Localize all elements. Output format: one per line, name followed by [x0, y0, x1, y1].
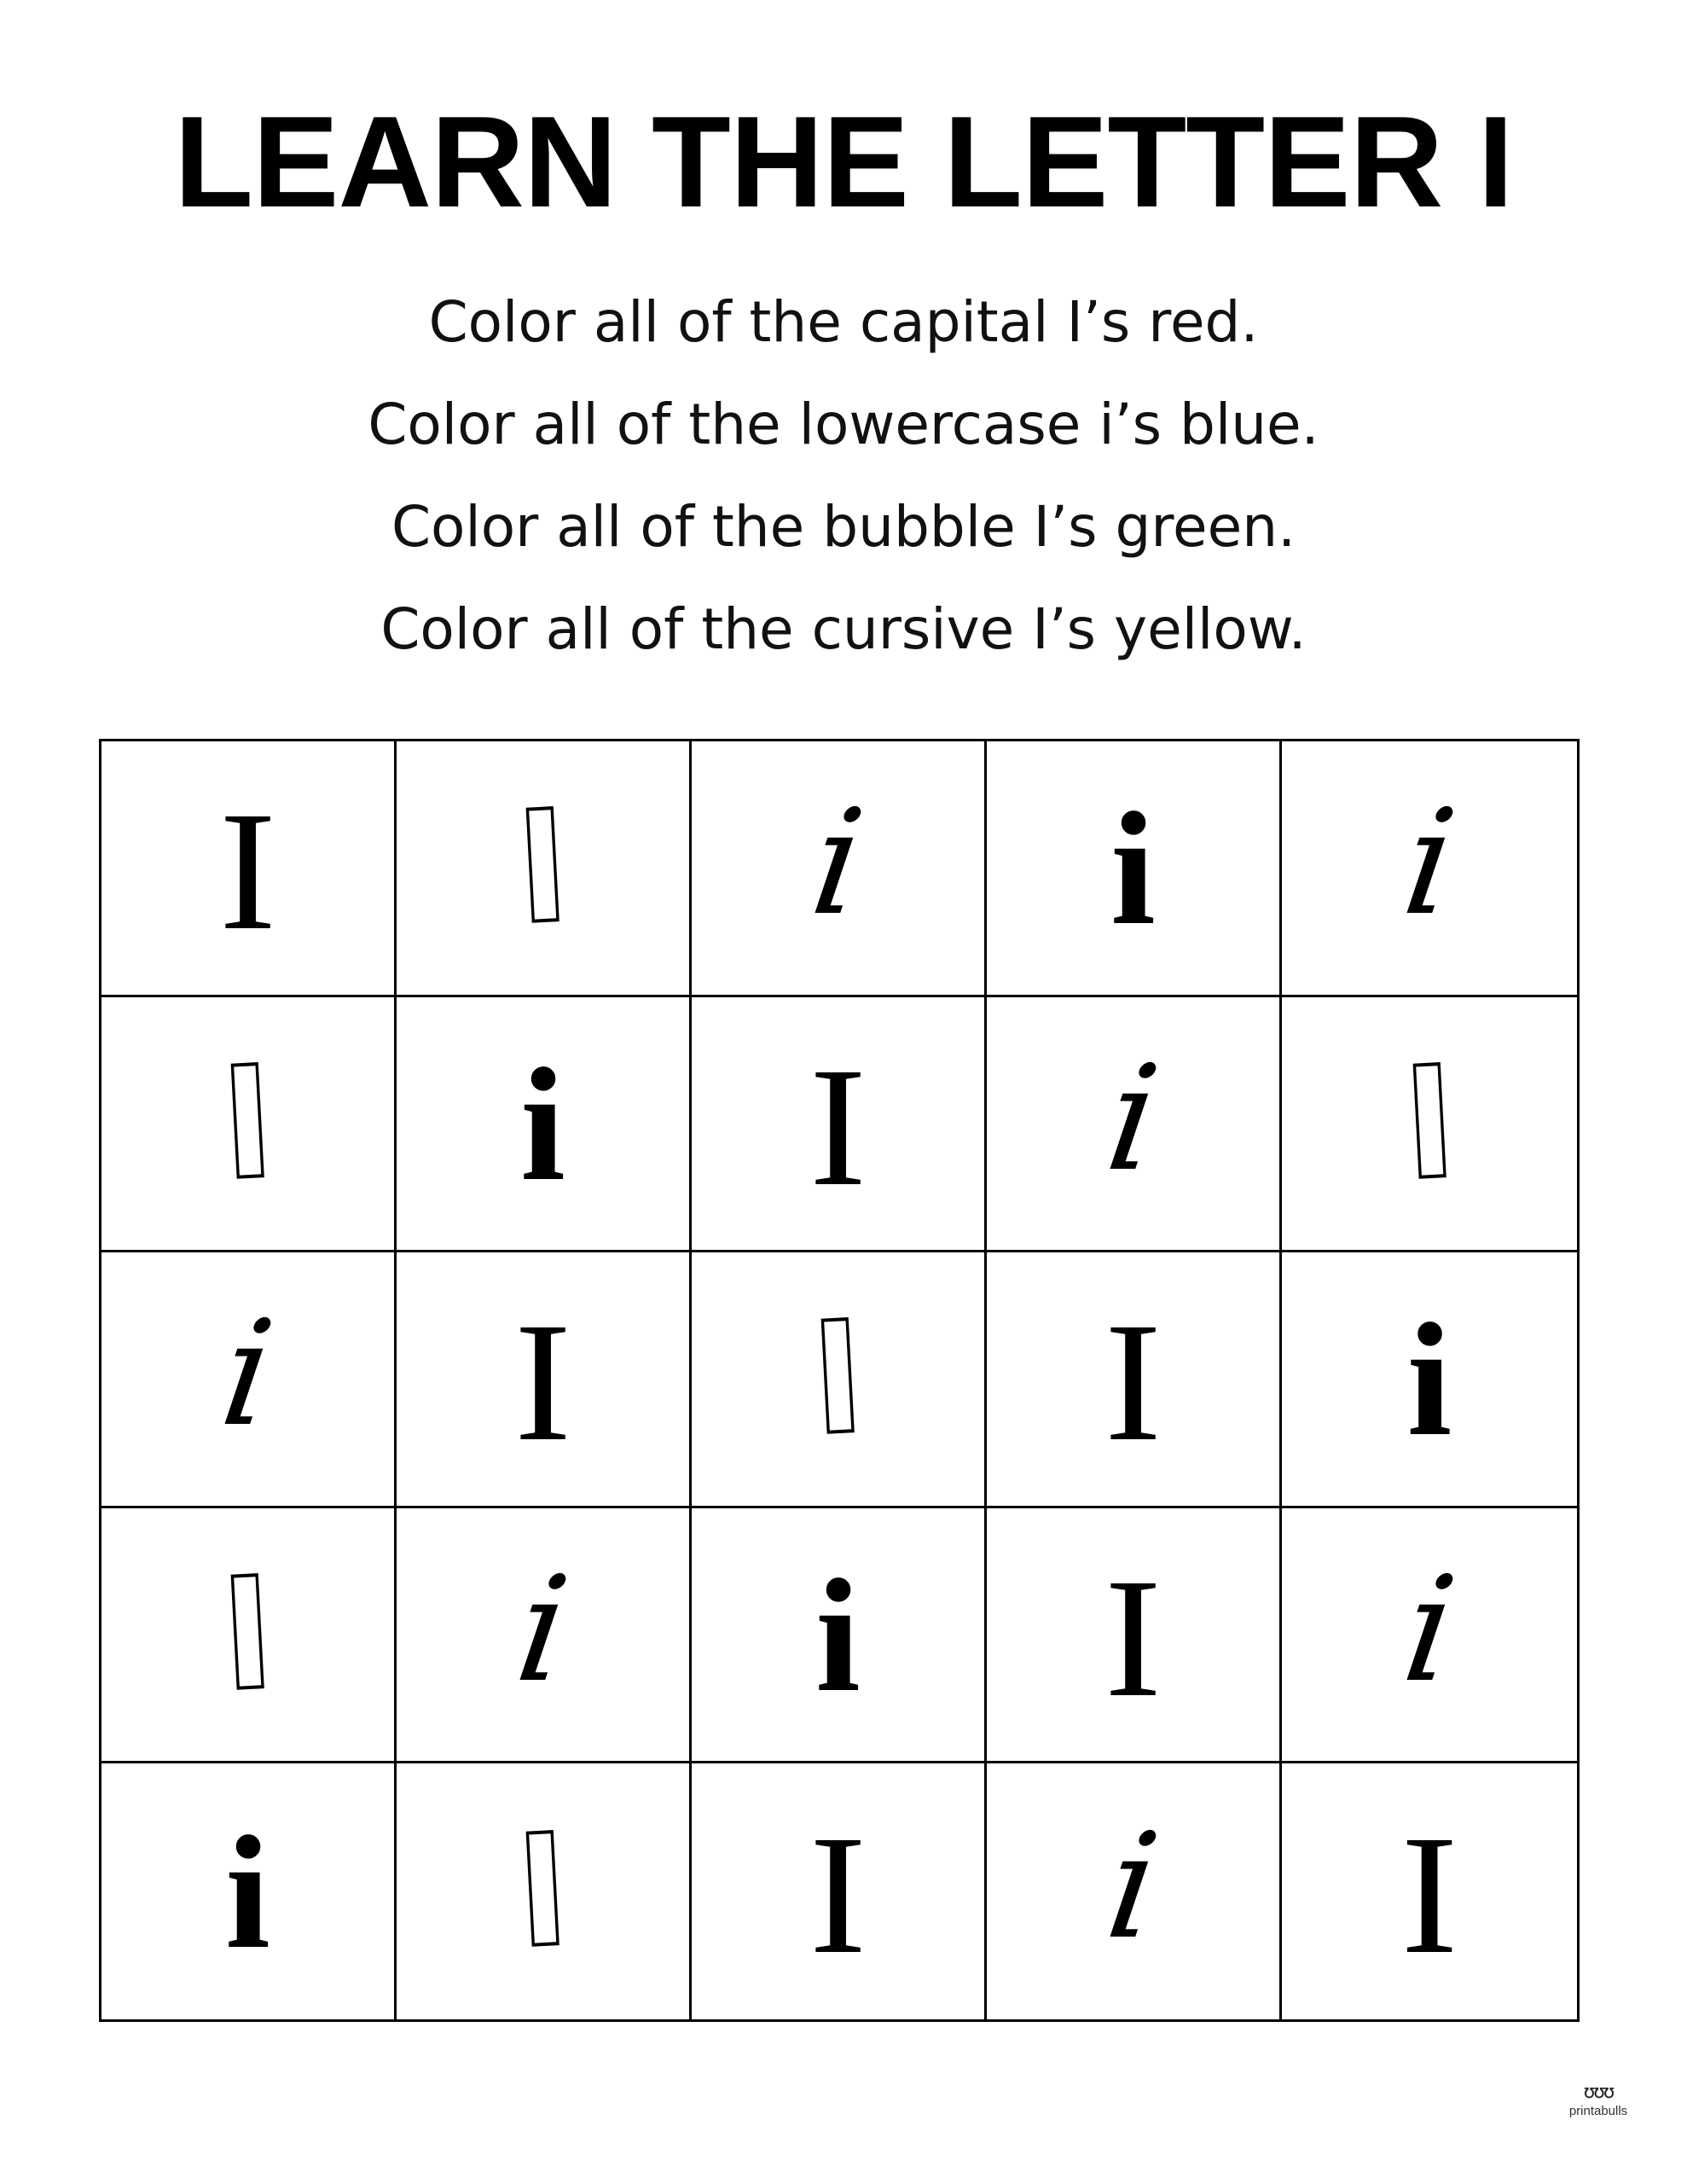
letter-cursive: i	[1394, 779, 1465, 949]
letter-lowercase: i	[1406, 1291, 1452, 1471]
grid-cell[interactable]	[397, 997, 692, 1253]
letter-cursive: i	[1098, 1803, 1168, 1972]
letter-capital: I	[809, 1801, 867, 1990]
letter-cursive: i	[1394, 1546, 1465, 1716]
printabulls-logo	[1556, 2082, 1641, 2133]
page-title: LEARN THE LETTER I	[174, 90, 1513, 235]
grid-cell[interactable]	[987, 1508, 1282, 1764]
letter-capital: I	[219, 777, 276, 967]
letter-bubble: I	[218, 1544, 277, 1726]
letter-cursive: i	[1098, 1034, 1168, 1204]
letter-grid	[99, 739, 1580, 2022]
grid-cell[interactable]	[1282, 1763, 1577, 2019]
grid-cell[interactable]	[1282, 741, 1577, 997]
letter-cursive: i	[803, 779, 873, 949]
grid-cell[interactable]	[101, 1763, 397, 2019]
grid-cell[interactable]	[987, 1763, 1282, 2019]
grid-cell[interactable]	[987, 741, 1282, 997]
instruction-cursive: Color all of the cursive I’s yellow.	[380, 596, 1307, 662]
bull-heads-icon: ʊʊʊ	[1583, 2082, 1614, 2103]
grid-cell[interactable]	[397, 741, 692, 997]
letter-bubble: I	[513, 777, 572, 959]
letter-bubble: I	[809, 1289, 867, 1470]
letter-cursive: i	[507, 1546, 578, 1716]
letter-bubble: I	[218, 1033, 277, 1215]
letter-capital: I	[1104, 1544, 1162, 1734]
letter-bubble: I	[513, 1801, 572, 1983]
grid-cell[interactable]	[397, 1252, 692, 1508]
grid-cell[interactable]	[101, 997, 397, 1253]
logo-text: printabulls	[1568, 2104, 1628, 2118]
grid-cell[interactable]	[397, 1508, 692, 1764]
grid-cell[interactable]	[101, 741, 397, 997]
grid-cell[interactable]	[1282, 997, 1577, 1253]
grid-cell[interactable]	[692, 1508, 987, 1764]
instruction-lowercase: Color all of the lowercase i’s blue.	[368, 392, 1319, 457]
letter-capital: I	[1104, 1288, 1162, 1478]
grid-cell[interactable]	[1282, 1252, 1577, 1508]
grid-cell[interactable]	[101, 1252, 397, 1508]
letter-lowercase: i	[520, 1035, 565, 1215]
letter-capital: I	[809, 1032, 867, 1222]
grid-cell[interactable]	[692, 1763, 987, 2019]
grid-cell[interactable]	[101, 1508, 397, 1764]
grid-cell[interactable]	[692, 1252, 987, 1508]
grid-cell[interactable]	[1282, 1508, 1577, 1764]
letter-capital: I	[514, 1288, 571, 1478]
letter-lowercase: i	[225, 1804, 270, 1984]
grid-cell[interactable]	[692, 997, 987, 1253]
grid-cell[interactable]	[987, 1252, 1282, 1508]
instruction-bubble: Color all of the bubble I’s green.	[391, 494, 1296, 560]
letter-bubble: I	[1400, 1033, 1458, 1215]
letter-lowercase: i	[815, 1547, 861, 1727]
letter-cursive: i	[212, 1290, 283, 1460]
letter-lowercase: i	[1110, 780, 1156, 960]
grid-cell[interactable]	[397, 1763, 692, 2019]
instructions-list	[0, 271, 1687, 681]
grid-cell[interactable]	[987, 997, 1282, 1253]
grid-cell[interactable]	[692, 741, 987, 997]
instruction-capital: Color all of the capital I’s red.	[428, 289, 1259, 355]
letter-capital: I	[1400, 1801, 1458, 1990]
